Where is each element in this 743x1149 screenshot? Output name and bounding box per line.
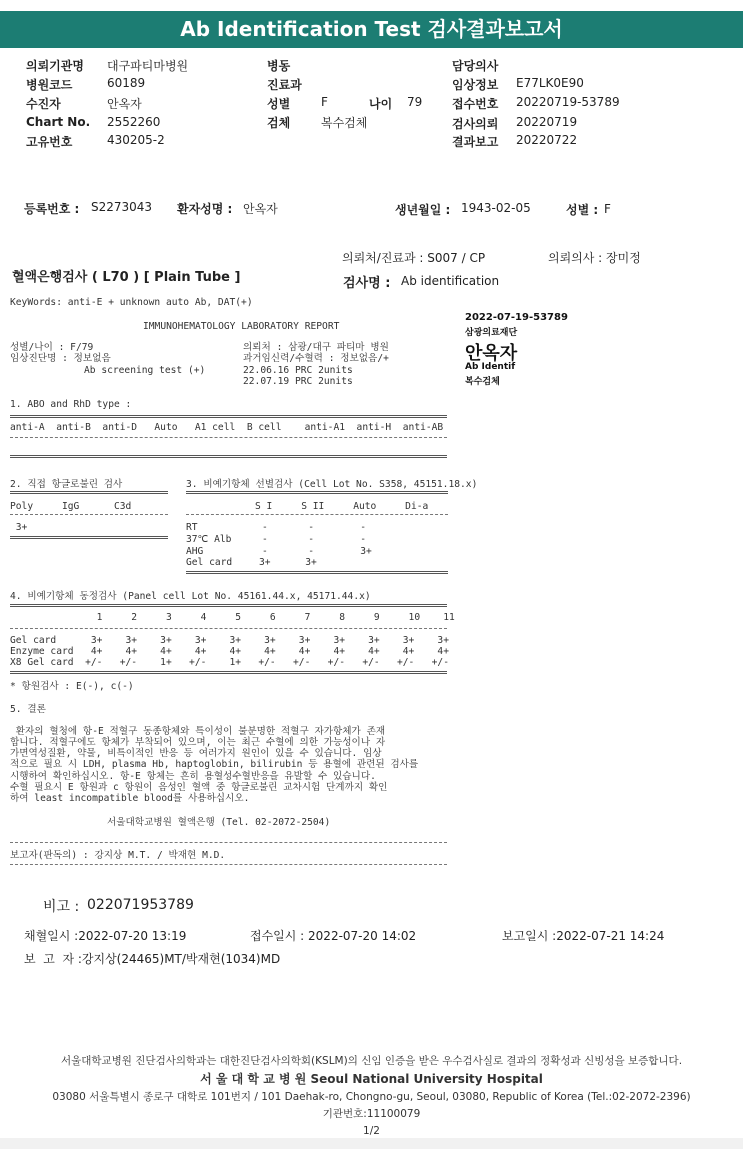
conclusion-line: 수혈 필요시 E 항원과 c 항원이 음성인 혈액 중 항글로불린 교차시험 단계까지 확인 xyxy=(10,782,388,793)
conclusion-line: 하여 least incompatible blood를 사용하십시오. xyxy=(10,793,250,804)
bottom-reporter: 보 고 자 :강지상(24465)MT/박재현(1034)MD xyxy=(24,952,281,966)
scr-row-label: AHG xyxy=(186,546,204,557)
request-by: 의뢰처 : 삼광/대구 파티마 병원 xyxy=(243,342,389,353)
scr-row-label: RT xyxy=(186,522,198,533)
panel-headers: 1 2 3 4 5 6 7 8 9 10 11 xyxy=(10,612,455,623)
conclusion-line: 합니다. 적혈구에도 항체가 부착되어 있으며, 이는 최근 수혈에 의한 가능성이나 자 xyxy=(10,737,386,748)
conclusion-line: 시행하여 확인하십시오. 항-E 항체는 흔히 용혈성수혈반응을 유발할 수 있습니다. xyxy=(10,771,376,782)
sex-label: 성별 : xyxy=(566,203,599,217)
stamp-id: 2022-07-19-53789 xyxy=(465,312,568,323)
report-title: Ab Identification Test 검사결과보고서 xyxy=(180,17,563,41)
hdr-right-value-2: 20220719-53789 xyxy=(516,95,620,109)
scr-row-vals: - - - xyxy=(262,522,366,533)
receive-time: 접수일시 : 2022-07-20 14:02 xyxy=(250,929,417,943)
reg-label: 등록번호 : xyxy=(24,202,80,216)
hdr-label-0: 의뢰기관명 xyxy=(26,59,84,73)
hdr-right-label-3: 검사의뢰 xyxy=(452,117,499,131)
hdr-right-label-2: 접수번호 xyxy=(452,97,499,111)
request-doctor: 의뢰의사 : 장미정 xyxy=(548,251,641,265)
hdr-mid-value-2: F xyxy=(321,95,328,109)
reg-value: S2273043 xyxy=(91,200,153,214)
scr-headers: S I S II Auto Di-a xyxy=(255,501,429,512)
title-bar xyxy=(0,11,743,48)
hdr-right-label-4: 결과보고 xyxy=(452,135,499,149)
report-time: 보고일시 :2022-07-21 14:24 xyxy=(502,929,665,943)
clinical-dx: 임상진단명 : 정보없음 xyxy=(10,353,111,364)
rule xyxy=(186,571,448,574)
rule xyxy=(10,864,447,865)
hdr-value-1: 60189 xyxy=(107,76,146,90)
ab-screen: Ab screening test (+) xyxy=(84,365,206,376)
hdr-mid-value-3: 복수검체 xyxy=(321,116,368,130)
rule xyxy=(10,455,447,458)
dat-headers: Poly IgG C3d xyxy=(10,501,132,512)
hdr-value-4: 430205-2 xyxy=(107,133,165,147)
note-label: 비고 : xyxy=(43,899,80,915)
scr-row-vals: - - 3+ xyxy=(262,546,372,557)
sec1-title: 1. ABO and RhD type : xyxy=(10,399,132,410)
hospital-address: 03080 서울특별시 종로구 대학로 101번지 / 101 Daehak-ro, Chongno-gu, Seoul, 03080, Republic of Korea (Tel.:02-2072-2396) xyxy=(52,1091,691,1103)
antigen-test: * 항원검사 : E(-), c(-) xyxy=(10,681,134,692)
stamp-specimen: 복수검체 xyxy=(465,377,500,387)
test-label: 검사명 : xyxy=(343,276,391,291)
reporter: 보고자(판독의) : 강지상 M.T. / 박재현 M.D. xyxy=(10,850,226,861)
dob-label: 생년월일 : xyxy=(395,203,451,217)
institution-number: 기관번호:11100079 xyxy=(322,1108,421,1120)
hdr-age-label: 나이 xyxy=(369,97,393,111)
hdr-value-2: 안옥자 xyxy=(107,97,142,111)
hdr-label-4: 고유번호 xyxy=(26,135,73,149)
sec3-title: 3. 비예기항체 선별검사 (Cell Lot No. S358, 45151.18.x) xyxy=(186,479,478,490)
panel-row: Gel card 3+ 3+ 3+ 3+ 3+ 3+ 3+ 3+ 3+ 3+ 3+ xyxy=(10,635,449,646)
sec5-title: 5. 결론 xyxy=(10,704,46,715)
rule xyxy=(10,491,168,494)
scr-row-label: 37℃ Alb xyxy=(186,534,232,545)
hospital-name: 서 울 대 학 교 병 원 Seoul National University Hospital xyxy=(200,1072,543,1086)
sec4-title: 4. 비예기항체 동정검사 (Panel cell Lot No. 45161.44.x, 45171.44.x) xyxy=(10,591,371,602)
name-value: 안옥자 xyxy=(243,202,278,216)
history: 과거임신력/수혈력 : 정보없음/+ xyxy=(243,353,389,364)
name-label: 환자성명 : xyxy=(177,202,233,216)
hdr-age-value: 79 xyxy=(407,95,423,109)
scr-row-vals: 3+ 3+ xyxy=(259,557,317,568)
dob-value: 1943-02-05 xyxy=(461,201,531,215)
conclusion-line: 적으로 필요 시 LDH, plasma Hb, haptoglobin, bilirubin 등 용혈에 관련된 검사를 xyxy=(10,759,419,770)
hdr-label-2: 수진자 xyxy=(26,97,61,111)
cert-statement: 서울대학교병원 진단검사의학과는 대한진단검사의학회(KSLM)의 신임 인증을 받은 우수검사실로 결과의 정확성과 신빙성을 보증합니다. xyxy=(60,1055,683,1067)
stamp-org: 삼광의료재단 xyxy=(465,328,518,338)
hdr-value-0: 대구파티마병원 xyxy=(107,59,189,73)
panel-row: X8 Gel card +/- +/- 1+ +/- 1+ +/- +/- +/- +/- +/- +/- xyxy=(10,657,449,668)
hdr-label-3: Chart No. xyxy=(26,115,91,129)
scr-row-label: Gel card xyxy=(186,557,233,568)
rule xyxy=(10,604,447,607)
rule xyxy=(10,415,447,418)
rule xyxy=(10,437,447,438)
rule xyxy=(10,842,447,843)
hdr-mid-label-0: 병동 xyxy=(267,59,291,73)
conclusion-line: 가면역성질환, 약물, 비특이적인 반응 등 여러가지 원인이 있을 수 있습니다. 임상 xyxy=(10,748,382,759)
sex-value: F xyxy=(604,202,611,216)
hdr-right-label-1: 임상정보 xyxy=(452,78,499,92)
rule xyxy=(10,628,447,629)
hdr-right-value-1: E77LK0E90 xyxy=(516,76,584,90)
keywords: KeyWords: anti-E + unknown auto Ab, DAT(+) xyxy=(10,297,253,308)
note-value: 022071953789 xyxy=(87,897,194,913)
tx2: 22.07.19 PRC 2units xyxy=(243,376,353,387)
hdr-mid-label-2: 성별 xyxy=(267,97,291,111)
rule xyxy=(10,514,168,515)
hdr-mid-label-3: 검체 xyxy=(267,116,291,130)
test-value: Ab identification xyxy=(401,274,500,288)
rule xyxy=(10,536,168,539)
hdr-label-1: 병원코드 xyxy=(26,78,73,92)
rule xyxy=(186,491,448,494)
dat-values: 3+ xyxy=(10,522,28,533)
hdr-right-value-4: 20220722 xyxy=(516,133,578,147)
stamp-name: 안옥자 xyxy=(465,343,518,364)
stamp-test: Ab Identif xyxy=(465,362,516,372)
hdr-right-label-0: 담당의사 xyxy=(452,59,499,73)
conclusion-line: 환자의 혈청에 항-E 적혈구 동종항체와 특이성이 불분명한 적혈구 자가항체가 존재 xyxy=(10,726,386,737)
bloodbank: 서울대학교병원 혈액은행 (Tel. 02-2072-2504) xyxy=(107,817,331,828)
hdr-right-value-3: 20220719 xyxy=(516,115,578,129)
lab-title: IMMUNOHEMATOLOGY LABORATORY REPORT xyxy=(143,321,340,332)
rule xyxy=(10,671,447,674)
hdr-mid-label-1: 진료과 xyxy=(267,78,302,92)
page-number: 1/2 xyxy=(363,1125,380,1137)
request-dept: 의뢰처/진료과 : S007 / CP xyxy=(342,251,486,265)
panel-row: Enzyme card 4+ 4+ 4+ 4+ 4+ 4+ 4+ 4+ 4+ 4+ 4+ xyxy=(10,646,449,657)
tx1: 22.06.16 PRC 2units xyxy=(243,365,353,376)
collect-time: 채혈일시 :2022-07-20 13:19 xyxy=(24,929,187,943)
sec2-title: 2. 직접 항글로불린 검사 xyxy=(10,479,123,490)
hdr-value-3: 2552260 xyxy=(107,115,161,129)
scr-row-vals: - - - xyxy=(262,534,366,545)
sex-age: 성별/나이 : F/79 xyxy=(10,342,94,353)
abo-headers: anti-A anti-B anti-D Auto A1 cell B cell anti-A1 anti-H anti-AB xyxy=(10,422,444,433)
rule xyxy=(186,514,448,515)
section-title: 혈액은행검사 ( L70 ) [ Plain Tube ] xyxy=(12,270,241,285)
